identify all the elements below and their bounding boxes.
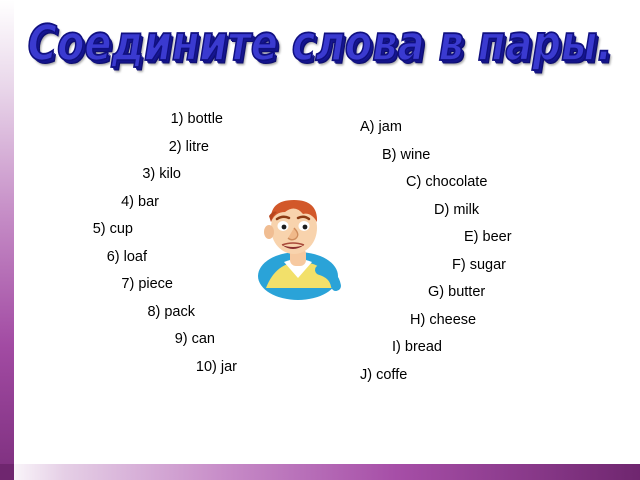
list-item: 10) jar — [195, 358, 237, 375]
bottom-border-decoration — [0, 464, 640, 480]
numbered-words-column — [12, 112, 237, 387]
list-item: 9) can — [174, 331, 215, 347]
list-item: E) beer — [464, 229, 512, 245]
list-item: 6) loaf — [106, 248, 147, 265]
list-item: J) coffe — [360, 366, 408, 383]
lettered-words-column — [360, 120, 628, 395]
corner-decoration — [0, 464, 14, 480]
page-title: Соедините слова в пары. — [27, 16, 613, 73]
list-item: G) butter — [428, 284, 486, 300]
list-item: 2) litre — [168, 138, 209, 155]
list-item: 5) cup — [92, 221, 133, 237]
list-item: 8) pack — [147, 303, 195, 320]
list-item: 4) bar — [121, 193, 159, 210]
title-container — [0, 16, 640, 73]
list-item: D) milk — [434, 201, 480, 218]
list-item: C) chocolate — [406, 174, 488, 190]
list-item: A) jam — [360, 119, 402, 135]
list-item: I) bread — [392, 339, 442, 355]
list-item: 7) piece — [121, 276, 173, 292]
cartoon-man-icon — [236, 192, 348, 304]
list-item: 3) kilo — [142, 166, 181, 182]
list-item: 1) bottle — [170, 111, 223, 127]
list-item: B) wine — [382, 146, 431, 163]
list-item: F) sugar — [452, 256, 506, 273]
list-item: H) cheese — [410, 311, 477, 328]
